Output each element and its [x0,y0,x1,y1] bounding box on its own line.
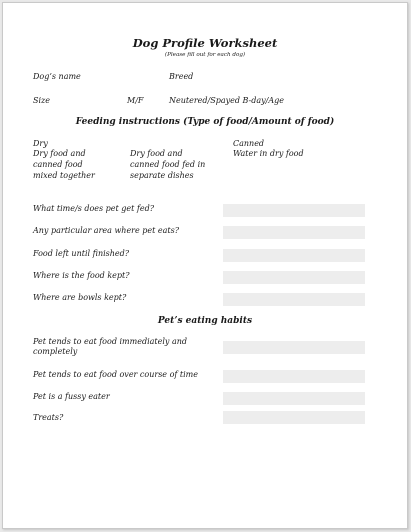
feeding-mixed-option-line1: Dry food and [33,149,86,158]
answer-field-eats-over-time[interactable] [223,370,365,383]
worksheet-page [2,2,408,529]
feeding-mixed-option-line3: mixed together [33,171,95,180]
answer-field-feeding-time[interactable] [223,204,365,217]
feeding-canned-label: Canned [233,139,265,148]
feeding-mixed-option-line2: canned food [33,160,83,169]
dogs-name-label: Dog’s name [33,72,81,81]
feeding-separate-option-line2: canned food fed in [130,160,206,169]
page-subtitle: (Please fill out for each dog) [164,52,246,58]
answer-field-bowls-kept[interactable] [223,293,365,306]
answer-field-food-kept[interactable] [223,271,365,284]
question-eating-area: Any particular area where pet eats? [33,226,180,235]
page-title: Dog Profile Worksheet [132,36,278,50]
habit-eats-over-time: Pet tends to eat food over course of time [33,370,198,379]
feeding-dry-label: Dry [33,139,48,148]
feeding-water-option: Water in dry food [233,149,304,158]
answer-field-eating-area[interactable] [223,226,365,239]
habit-eats-immediately: Pet tends to eat food immediately and completely [33,337,188,356]
answer-field-food-left[interactable] [223,249,365,262]
answer-field-fussy-eater[interactable] [223,392,365,405]
feeding-separate-option-line1: Dry food and [130,149,183,158]
habit-fussy-eater: Pet is a fussy eater [33,392,110,401]
feeding-heading: Feeding instructions (Type of food/Amount of food) [75,117,335,127]
eating-habits-heading: Pet’s eating habits [157,316,253,326]
size-label: Size [33,96,50,105]
neutered-bday-age-label: Neutered/Spayed B-day/Age [169,96,284,105]
question-bowls-kept: Where are bowls kept? [33,293,127,302]
answer-field-treats[interactable] [223,411,365,424]
sex-label: M/F [127,96,144,105]
breed-label: Breed [169,72,194,81]
habit-treats: Treats? [33,413,64,422]
question-food-kept: Where is the food kept? [33,271,130,280]
question-feeding-time: What time/s does pet get fed? [33,204,154,213]
question-food-left: Food left until finished? [33,249,130,258]
feeding-separate-option-line3: separate dishes [130,171,194,180]
answer-field-eats-immediately[interactable] [223,341,365,354]
